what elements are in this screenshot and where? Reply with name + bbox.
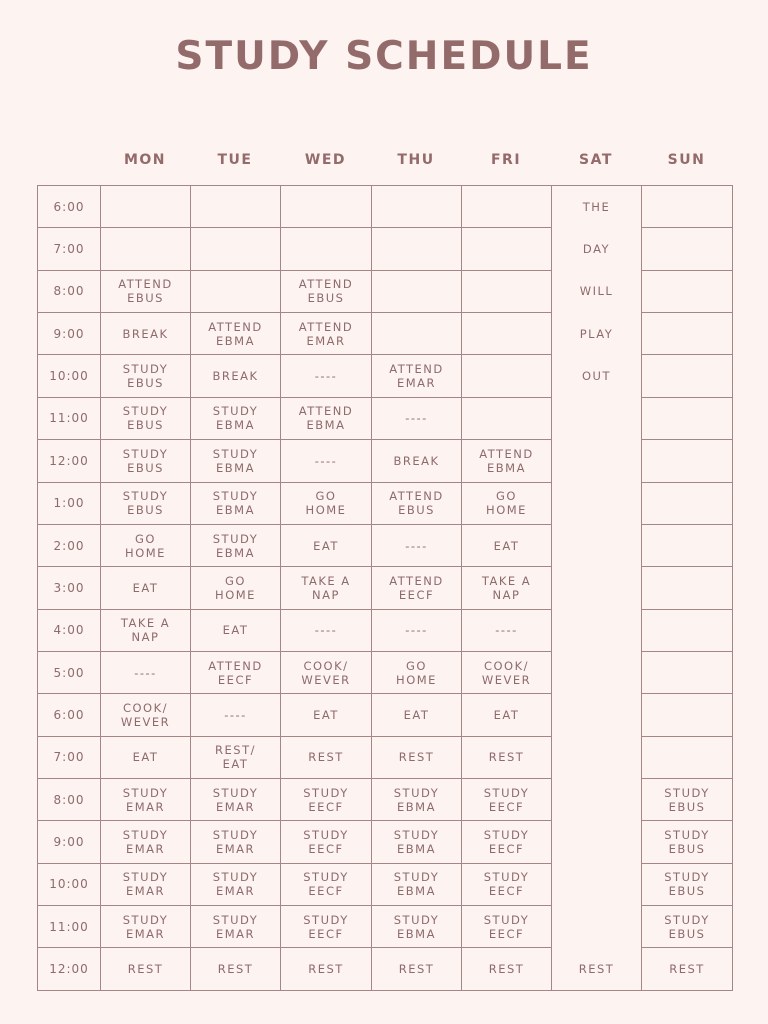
day-header-row — [100, 152, 732, 174]
schedule-cell-sun — [642, 440, 733, 482]
schedule-cell-mon: STUDY EMAR — [101, 821, 191, 863]
schedule-cell-wed: REST — [281, 736, 372, 778]
schedule-cell-thu — [372, 228, 462, 270]
schedule-cell-sat: DAY — [552, 228, 642, 270]
day-header-tue: TUE — [217, 152, 253, 168]
schedule-cell-sat — [552, 863, 642, 905]
schedule-row — [38, 948, 733, 990]
schedule-cell-thu: STUDY EBMA — [372, 821, 462, 863]
schedule-row — [38, 863, 733, 905]
schedule-cell-fri: EAT — [462, 524, 552, 566]
schedule-cell-sun: STUDY EBUS — [642, 821, 733, 863]
schedule-cell-sat: PLAY — [552, 313, 642, 355]
schedule-cell-mon: REST — [101, 948, 191, 990]
schedule-cell-mon: GO HOME — [101, 524, 191, 566]
schedule-cell-sat — [552, 397, 642, 439]
schedule-cell-wed: STUDY EECF — [281, 821, 372, 863]
schedule-cell-wed: STUDY EECF — [281, 779, 372, 821]
schedule-cell-thu: EAT — [372, 694, 462, 736]
day-header-sat: SAT — [579, 152, 613, 168]
schedule-cell-sat — [552, 440, 642, 482]
schedule-cell-tue: STUDY EMAR — [191, 821, 281, 863]
schedule-cell-tue: STUDY EBMA — [191, 482, 281, 524]
schedule-cell-tue — [191, 228, 281, 270]
schedule-cell-sun — [642, 397, 733, 439]
schedule-cell-sun: STUDY EBUS — [642, 863, 733, 905]
day-header-sun: SUN — [667, 152, 706, 168]
schedule-cell-thu: STUDY EBMA — [372, 863, 462, 905]
schedule-cell-sat — [552, 694, 642, 736]
schedule-row — [38, 355, 733, 397]
schedule-cell-thu: STUDY EBMA — [372, 906, 462, 948]
schedule-cell-tue: ATTEND EBMA — [191, 313, 281, 355]
time-slot-label: 2:00 — [38, 524, 101, 566]
schedule-cell-fri: ---- — [462, 609, 552, 651]
time-slot-label: 10:00 — [38, 863, 101, 905]
schedule-cell-sat — [552, 906, 642, 948]
schedule-cell-mon: STUDY EBUS — [101, 355, 191, 397]
schedule-cell-tue — [191, 270, 281, 312]
schedule-cell-fri: EAT — [462, 694, 552, 736]
schedule-cell-sat — [552, 567, 642, 609]
schedule-cell-sat — [552, 736, 642, 778]
schedule-cell-fri: COOK/ WEVER — [462, 651, 552, 693]
schedule-row — [38, 524, 733, 566]
schedule-cell-wed: GO HOME — [281, 482, 372, 524]
schedule-cell-tue: STUDY EMAR — [191, 863, 281, 905]
schedule-cell-sun — [642, 736, 733, 778]
schedule-cell-wed: ATTEND EBUS — [281, 270, 372, 312]
day-header-mon: MON — [123, 152, 167, 168]
schedule-cell-thu: ATTEND EBUS — [372, 482, 462, 524]
time-slot-label: 9:00 — [38, 313, 101, 355]
schedule-row — [38, 779, 733, 821]
schedule-cell-sat: OUT — [552, 355, 642, 397]
schedule-cell-mon: EAT — [101, 567, 191, 609]
schedule-cell-mon: STUDY EMAR — [101, 863, 191, 905]
time-slot-label: 1:00 — [38, 482, 101, 524]
schedule-cell-tue: ATTEND EECF — [191, 651, 281, 693]
schedule-cell-sat — [552, 482, 642, 524]
schedule-cell-sun — [642, 186, 733, 228]
schedule-cell-sun — [642, 609, 733, 651]
schedule-cell-mon: STUDY EMAR — [101, 779, 191, 821]
time-slot-label: 3:00 — [38, 567, 101, 609]
schedule-row — [38, 313, 733, 355]
time-slot-label: 5:00 — [38, 651, 101, 693]
schedule-cell-sun — [642, 482, 733, 524]
schedule-cell-sun: STUDY EBUS — [642, 779, 733, 821]
time-slot-label: 6:00 — [38, 694, 101, 736]
schedule-cell-wed: ---- — [281, 355, 372, 397]
time-slot-label: 12:00 — [38, 440, 101, 482]
schedule-cell-fri: STUDY EECF — [462, 906, 552, 948]
time-slot-label: 4:00 — [38, 609, 101, 651]
schedule-cell-wed: STUDY EECF — [281, 906, 372, 948]
schedule-cell-thu: ---- — [372, 609, 462, 651]
schedule-cell-tue: BREAK — [191, 355, 281, 397]
schedule-cell-thu: ATTEND EMAR — [372, 355, 462, 397]
schedule-cell-sun — [642, 567, 733, 609]
schedule-cell-tue: EAT — [191, 609, 281, 651]
schedule-cell-sun — [642, 524, 733, 566]
schedule-cell-thu: REST — [372, 948, 462, 990]
schedule-cell-fri: REST — [462, 736, 552, 778]
day-header-fri: FRI — [490, 152, 522, 168]
schedule-cell-thu — [372, 313, 462, 355]
time-slot-label: 7:00 — [38, 228, 101, 270]
schedule-cell-thu: REST — [372, 736, 462, 778]
schedule-cell-wed: ATTEND EBMA — [281, 397, 372, 439]
schedule-cell-fri — [462, 270, 552, 312]
schedule-cell-mon: STUDY EBUS — [101, 482, 191, 524]
schedule-body — [38, 186, 733, 991]
schedule-cell-mon: COOK/ WEVER — [101, 694, 191, 736]
schedule-row — [38, 440, 733, 482]
schedule-cell-wed — [281, 228, 372, 270]
schedule-cell-sat: THE — [552, 186, 642, 228]
schedule-row — [38, 186, 733, 228]
schedule-cell-tue: ---- — [191, 694, 281, 736]
schedule-cell-sat: REST — [552, 948, 642, 990]
schedule-cell-mon: EAT — [101, 736, 191, 778]
schedule-cell-thu: ---- — [372, 524, 462, 566]
schedule-cell-sun — [642, 651, 733, 693]
schedule-cell-fri: STUDY EECF — [462, 779, 552, 821]
schedule-cell-fri — [462, 397, 552, 439]
schedule-row — [38, 397, 733, 439]
schedule-cell-mon: BREAK — [101, 313, 191, 355]
schedule-cell-sat — [552, 821, 642, 863]
schedule-cell-mon: ---- — [101, 651, 191, 693]
schedule-cell-mon — [101, 228, 191, 270]
schedule-cell-fri: REST — [462, 948, 552, 990]
time-slot-label: 10:00 — [38, 355, 101, 397]
schedule-cell-tue: STUDY EMAR — [191, 906, 281, 948]
schedule-cell-sun: STUDY EBUS — [642, 906, 733, 948]
schedule-cell-tue: STUDY EBMA — [191, 524, 281, 566]
schedule-cell-fri: STUDY EECF — [462, 821, 552, 863]
schedule-cell-thu: ---- — [372, 397, 462, 439]
schedule-cell-fri — [462, 355, 552, 397]
schedule-cell-tue: REST/ EAT — [191, 736, 281, 778]
schedule-cell-tue — [191, 186, 281, 228]
schedule-cell-wed: EAT — [281, 524, 372, 566]
schedule-cell-mon: ATTEND EBUS — [101, 270, 191, 312]
schedule-cell-wed: EAT — [281, 694, 372, 736]
schedule-cell-wed: COOK/ WEVER — [281, 651, 372, 693]
time-slot-label: 8:00 — [38, 779, 101, 821]
day-header-wed: WED — [304, 152, 347, 168]
schedule-cell-sun — [642, 694, 733, 736]
schedule-cell-wed — [281, 186, 372, 228]
schedule-cell-thu: ATTEND EECF — [372, 567, 462, 609]
schedule-cell-wed: ---- — [281, 440, 372, 482]
schedule-cell-thu — [372, 270, 462, 312]
time-slot-label: 9:00 — [38, 821, 101, 863]
schedule-cell-tue: REST — [191, 948, 281, 990]
time-slot-label: 11:00 — [38, 397, 101, 439]
page-title: STUDY SCHEDULE — [175, 34, 593, 79]
schedule-row — [38, 228, 733, 270]
schedule-row — [38, 821, 733, 863]
schedule-row — [38, 609, 733, 651]
schedule-cell-fri: TAKE A NAP — [462, 567, 552, 609]
schedule-cell-mon: STUDY EBUS — [101, 440, 191, 482]
schedule-cell-fri — [462, 186, 552, 228]
schedule-cell-thu: GO HOME — [372, 651, 462, 693]
schedule-cell-sat — [552, 651, 642, 693]
schedule-row — [38, 651, 733, 693]
schedule-row — [38, 567, 733, 609]
schedule-cell-fri: ATTEND EBMA — [462, 440, 552, 482]
schedule-cell-wed: ---- — [281, 609, 372, 651]
schedule-cell-fri — [462, 313, 552, 355]
schedule-cell-sun — [642, 228, 733, 270]
schedule-cell-fri: STUDY EECF — [462, 863, 552, 905]
schedule-row — [38, 906, 733, 948]
schedule-cell-mon: TAKE A NAP — [101, 609, 191, 651]
schedule-cell-sun — [642, 270, 733, 312]
schedule-cell-wed: STUDY EECF — [281, 863, 372, 905]
schedule-cell-mon: STUDY EBUS — [101, 397, 191, 439]
schedule-cell-sat: WILL — [552, 270, 642, 312]
schedule-cell-fri — [462, 228, 552, 270]
time-slot-label: 8:00 — [38, 270, 101, 312]
day-header-thu: THU — [397, 152, 435, 168]
schedule-row — [38, 270, 733, 312]
schedule-cell-tue: GO HOME — [191, 567, 281, 609]
time-slot-label: 11:00 — [38, 906, 101, 948]
schedule-cell-wed: TAKE A NAP — [281, 567, 372, 609]
schedule-cell-wed: REST — [281, 948, 372, 990]
schedule-cell-sat — [552, 609, 642, 651]
schedule-cell-wed: ATTEND EMAR — [281, 313, 372, 355]
time-slot-label: 6:00 — [38, 186, 101, 228]
schedule-cell-thu: STUDY EBMA — [372, 779, 462, 821]
schedule-cell-tue: STUDY EMAR — [191, 779, 281, 821]
schedule-cell-sat — [552, 524, 642, 566]
time-slot-label: 12:00 — [38, 948, 101, 990]
schedule-cell-thu: BREAK — [372, 440, 462, 482]
schedule-cell-mon: STUDY EMAR — [101, 906, 191, 948]
time-slot-label: 7:00 — [38, 736, 101, 778]
schedule-cell-sun: REST — [642, 948, 733, 990]
schedule-cell-mon — [101, 186, 191, 228]
schedule-cell-sun — [642, 313, 733, 355]
schedule-row — [38, 736, 733, 778]
schedule-cell-thu — [372, 186, 462, 228]
schedule-row — [38, 482, 733, 524]
schedule-row — [38, 694, 733, 736]
schedule-table — [37, 185, 733, 991]
schedule-cell-tue: STUDY EBMA — [191, 440, 281, 482]
schedule-cell-fri: GO HOME — [462, 482, 552, 524]
schedule-cell-sat — [552, 779, 642, 821]
schedule-cell-tue: STUDY EBMA — [191, 397, 281, 439]
schedule-cell-sun — [642, 355, 733, 397]
